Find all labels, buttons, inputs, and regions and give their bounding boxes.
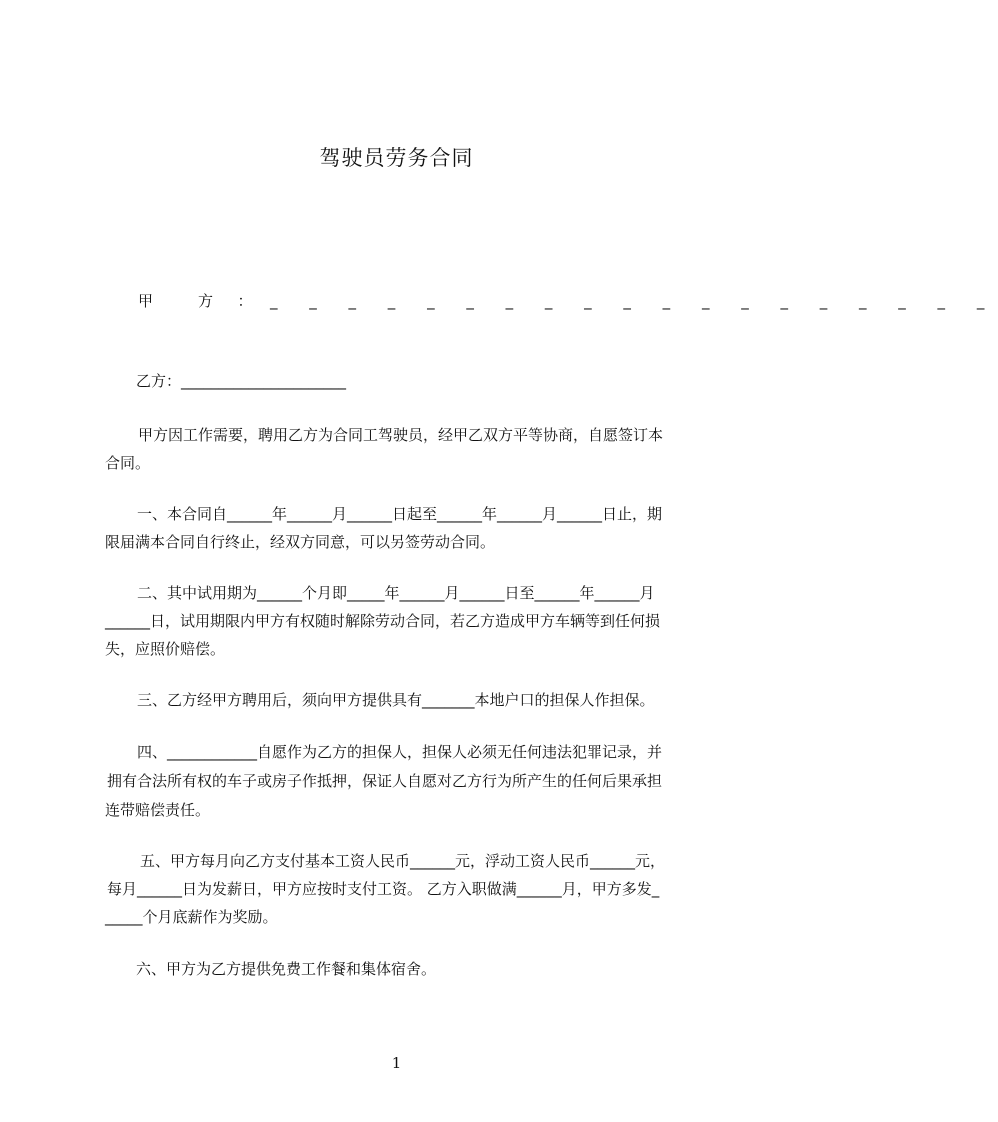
party-a-label-1: 甲 — [138, 292, 154, 310]
paragraph-line: 六、甲方为乙方提供免费工作餐和集体宿舍。 — [136, 960, 437, 978]
paragraph-line: ______日，试用期限内甲方有权随时解除劳动合同，若乙方造成甲方车辆等到任何损 — [105, 612, 661, 630]
paragraph-line: 拥有合法所有权的车子或房子作抵押，保证人自愿对乙方行为所产生的任何后果承担 — [107, 772, 663, 790]
party-b-line: 乙方：______________________ — [136, 372, 347, 390]
paragraph-line: 失，应照价赔偿。 — [105, 640, 226, 658]
paragraph-line: 四、____________自愿作为乙方的担保人，担保人必须无任何违法犯罪记录，并 — [137, 743, 663, 761]
paragraph-line: 三、乙方经甲方聘用后，须向甲方提供具有_______本地户口的担保人作担保。 — [137, 691, 655, 709]
page-number: 1 — [391, 1054, 402, 1072]
paragraph-line: 每月______日为发薪日，甲方应按时支付工资。 乙方入职做满______月，甲方多发_ — [107, 880, 660, 898]
paragraph-line: 合同。 — [105, 454, 151, 472]
paragraph-line: 甲方因工作需要，聘用乙方为合同工驾驶员，经甲乙双方平等协商，自愿签订本 — [138, 426, 664, 444]
page-title: 驾驶员劳务合同 — [319, 146, 474, 170]
paragraph-line: 二、其中试用期为______个月即_____年______月______日至______年______月 — [137, 584, 655, 602]
party-a-colon: ： — [237, 292, 253, 310]
party-a-line — [138, 290, 998, 312]
paragraph-line: 连带赔偿责任。 — [105, 801, 211, 819]
party-a-label-2: 方 — [198, 292, 214, 310]
paragraph-line: 五、甲方每月向乙方支付基本工资人民币______元，浮动工资人民币______元， — [140, 852, 666, 870]
party-a-blank: _ _ _ _ _ _ _ _ _ _ _ _ _ _ _ _ _ _ _ — [270, 292, 998, 310]
paragraph-line: 一、本合同自______年______月______日起至______年______月______日止，期 — [137, 505, 663, 523]
paragraph-line: 限届满本合同自行终止，经双方同意，可以另签劳动合同。 — [105, 533, 496, 551]
paragraph-line: _____个月底薪作为奖励。 — [105, 908, 278, 926]
